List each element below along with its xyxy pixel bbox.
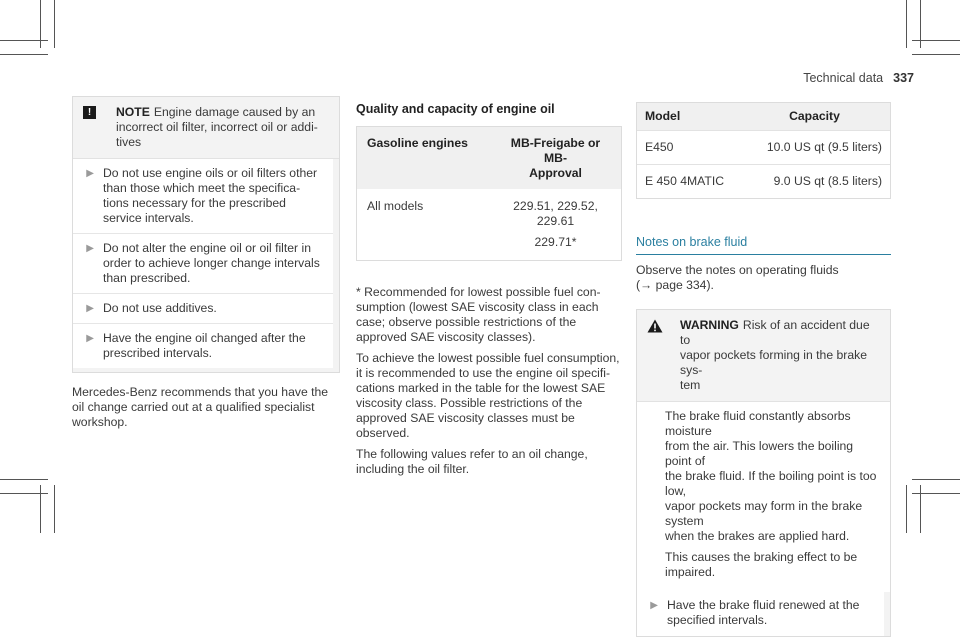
- fuel-paragraph: To achieve the lowest possible fuel consumption, it is recommended to use the engine oil specifi- cations marked in the table for the lowest SAE viscosity class. Possible restrictions of the approved SAE viscosity classes must be observed.: [356, 351, 620, 440]
- page-header: [803, 71, 914, 86]
- table-header: Model Capacity: [637, 103, 890, 131]
- table-row: E 450 4MATIC 9.0 US qt (8.5 liters): [645, 174, 882, 188]
- warning-header: WARNING Risk of an accident due to vapor pockets forming in the brake sys- tem: [637, 310, 890, 402]
- workshop-paragraph: Mercedes-Benz recommends that you have the oil change carried out at a qualified specialist workshop.: [72, 385, 329, 429]
- warning-paragraph: The brake fluid constantly absorbs moisture from the air. This lowers the boiling point of the brake fluid. If the boiling point is too low, vapor pockets may form in the brake system when the brakes are applied hard.: [665, 409, 877, 543]
- crop-mark: [906, 0, 907, 48]
- crop-mark: [0, 40, 48, 41]
- warning-paragraph: This causes the braking effect to be impaired.: [665, 550, 858, 579]
- crop-mark: [54, 0, 55, 48]
- left-column: [72, 96, 340, 430]
- crop-mark: [912, 493, 960, 494]
- list-item: ▶ Have the engine oil changed after the prescribed intervals.: [73, 324, 333, 368]
- footnote: * Recommended for lowest possible fuel con- sumption (lowest SAE viscosity class in each case; observe possible restrictions of the approved SAE viscosity classes).: [356, 285, 601, 344]
- warning-label: WARNING: [680, 318, 739, 332]
- observe-paragraph: Observe the notes on operating fluids (→ page 334).: [636, 263, 891, 293]
- middle-column: [356, 102, 622, 483]
- page-reference-link[interactable]: (→ page 334).: [636, 278, 714, 292]
- crop-mark: [912, 40, 960, 41]
- note-box: [72, 96, 340, 373]
- arrow-right-icon: ▶: [86, 168, 94, 179]
- list-item: ▶ Do not use additives.: [73, 294, 333, 324]
- crop-mark: [0, 493, 48, 494]
- following-paragraph: The following values refer to an oil change, including the oil filter.: [356, 447, 588, 476]
- crop-mark: [0, 479, 48, 480]
- crop-mark: [54, 485, 55, 533]
- arrow-right-icon: ▶: [86, 303, 94, 314]
- oil-quality-table: [356, 126, 622, 261]
- list-item: ▶ Have the brake fluid renewed at the specified intervals.: [637, 592, 884, 636]
- arrow-right-icon: ▶: [86, 333, 94, 344]
- warning-triangle-icon: [647, 319, 663, 333]
- page-number: 337: [893, 71, 914, 85]
- arrow-right-icon: ▶: [650, 600, 658, 611]
- table-header: Gasoline engines MB-Freigabe or MB- Approval: [357, 127, 621, 189]
- right-column: [636, 102, 891, 637]
- arrow-right-icon: ▶: [86, 243, 94, 254]
- section-heading: Quality and capacity of engine oil: [356, 102, 555, 116]
- warning-box: [636, 309, 891, 637]
- crop-mark: [906, 485, 907, 533]
- note-bullets: [73, 159, 339, 372]
- exclamation-square-icon: !: [83, 106, 96, 119]
- crop-mark: [0, 54, 48, 55]
- section-title: Notes on brake fluid: [636, 235, 891, 255]
- note-header: ! NOTE Engine damage caused by an incorrect oil filter, incorrect oil or addi- tives: [73, 97, 339, 159]
- capacity-table: [636, 102, 891, 199]
- note-label: NOTE: [116, 105, 150, 119]
- crop-mark: [912, 479, 960, 480]
- section-name: Technical data: [803, 71, 884, 85]
- table-row: E450 10.0 US qt (9.5 liters): [637, 131, 890, 165]
- list-item: ▶ Do not alter the engine oil or oil filter in order to achieve longer change intervals than prescribed.: [73, 234, 333, 294]
- list-item: ▶ Do not use engine oils or oil filters other than those which meet the specifica- tions necessary for the prescribed service intervals.: [73, 159, 333, 234]
- table-row: All models 229.51, 229.52, 229.61 229.71*: [367, 199, 598, 249]
- crop-mark: [912, 54, 960, 55]
